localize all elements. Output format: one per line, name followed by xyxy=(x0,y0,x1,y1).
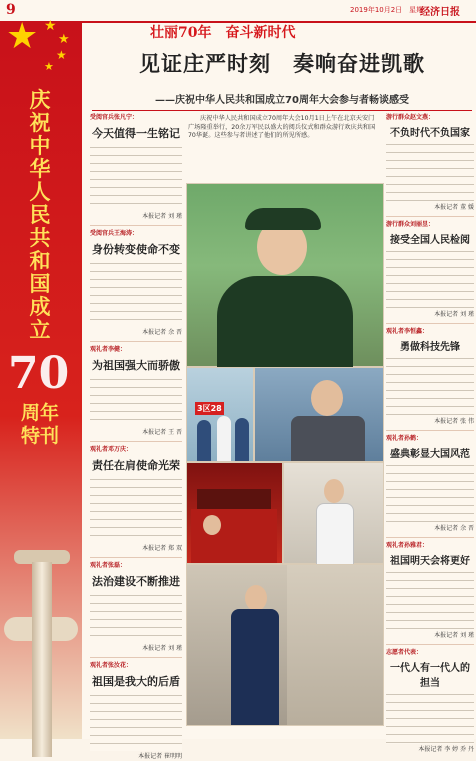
cap-shape xyxy=(245,208,321,230)
person-shape xyxy=(235,418,249,461)
article-body-placeholder xyxy=(386,570,474,630)
article-label: 观礼者张磊： xyxy=(90,562,127,569)
article-body-placeholder xyxy=(386,142,474,202)
face-shape xyxy=(311,380,343,416)
huabiao-pillar-icon xyxy=(32,562,52,757)
uniform-shape xyxy=(231,609,279,725)
article-label: 游行群众赵文燕： xyxy=(386,114,435,121)
sidebar-title: 庆祝中华人民共和国成立 xyxy=(29,87,51,342)
article xyxy=(90,446,182,553)
divider xyxy=(386,323,474,324)
article-body-placeholder xyxy=(90,693,182,751)
article-body-placeholder xyxy=(386,249,474,309)
kicker: 壮丽70年 奋斗新时代 xyxy=(150,25,296,41)
article-body-placeholder xyxy=(90,145,182,211)
divider xyxy=(386,537,474,538)
divider xyxy=(90,341,182,342)
face-shape xyxy=(324,479,344,503)
article-body-placeholder xyxy=(386,692,474,744)
divider xyxy=(90,225,182,226)
article xyxy=(90,230,182,337)
article-label: 游行群众刘丽昱： xyxy=(386,221,435,228)
page-subheadline: ——庆祝中华人民共和国成立70周年大会参与者畅谈感受 xyxy=(155,95,409,106)
article-body-placeholder xyxy=(90,261,182,327)
parade-soldier-photo xyxy=(186,564,384,726)
article-body-placeholder xyxy=(90,593,182,643)
article xyxy=(386,542,474,640)
face-shape xyxy=(203,515,221,535)
article-title: 勇做科技先锋 xyxy=(400,342,460,353)
masthead xyxy=(0,0,476,22)
article xyxy=(90,562,182,653)
left-column xyxy=(90,114,182,760)
article-label: 观礼者张汝花： xyxy=(90,662,133,669)
article-byline: 本报记者 崔明明 xyxy=(138,753,182,760)
headline-rule xyxy=(92,110,472,111)
page-headline: 见证庄严时刻 奏响奋进凯歌 xyxy=(139,51,425,76)
article-title: 祖国明天会将更好 xyxy=(390,556,470,567)
page-number: 9 xyxy=(6,2,16,18)
article-byline: 本报记者 张 伟 xyxy=(434,418,474,425)
sidebar-subtitle: 周年特刊 xyxy=(20,402,59,447)
divider xyxy=(90,557,182,558)
article-label: 观礼者邓万庆： xyxy=(90,446,133,453)
article-label: 受阅官兵张凡宁： xyxy=(90,114,139,121)
suit-shape xyxy=(291,416,365,461)
person-shape xyxy=(316,503,354,565)
article-byline: 本报记者 余 晋 xyxy=(434,525,474,532)
article-byline: 本报记者 刘 瑾 xyxy=(142,645,182,652)
volunteer-photo xyxy=(283,462,384,564)
article-title: 身份转变使命不变 xyxy=(92,243,180,256)
divider xyxy=(386,644,474,645)
article-label: 观礼者孙雅君： xyxy=(386,542,429,549)
article-title: 不负时代不负国家 xyxy=(390,128,470,139)
intro-paragraph: 庆祝中华人民共和国成立70周年大会10月1日上午在北京天安门广场隆重举行，20余万军民以盛大的阅兵仪式和群众游行欢庆共和国70华诞。这些参与者讲述了他们的所见所感。 xyxy=(188,115,376,139)
article-byline: 本报记者 李 婷 乔 丹 xyxy=(418,746,474,753)
article xyxy=(386,328,474,426)
tiananmen-photo xyxy=(186,462,283,564)
article-byline: 本报记者 刘 瑾 xyxy=(434,311,474,318)
gate-wall-shape xyxy=(191,509,277,563)
issue-date: 2019年10月2日 星期三 xyxy=(350,6,431,14)
uniform-shape xyxy=(217,276,353,376)
article xyxy=(386,221,474,319)
article-label: 观礼者李恒鑫： xyxy=(386,328,429,335)
article-byline: 本报记者 董 媛 xyxy=(434,204,474,211)
stand-sign: 3区28 xyxy=(197,404,222,413)
gate-roof-shape xyxy=(197,489,271,509)
article-byline: 本报记者 刘 瑾 xyxy=(142,213,182,220)
article-label: 观礼者李健： xyxy=(90,346,127,353)
special-issue-sidebar: ★ ★ ★ ★ ★ 庆祝中华人民共和国成立 70 周年特刊 xyxy=(0,22,82,739)
article-label: 受阅官兵王海涛： xyxy=(90,230,139,237)
sidebar-number-70: 70 xyxy=(8,348,70,399)
article-body-placeholder xyxy=(90,477,182,543)
divider xyxy=(90,441,182,442)
divider xyxy=(386,216,474,217)
article-title: 法治建设不断推进 xyxy=(92,575,180,588)
face-shape xyxy=(245,585,267,611)
right-column xyxy=(386,114,474,753)
article xyxy=(386,114,474,212)
article-title: 为祖国强大而骄傲 xyxy=(92,359,180,372)
article-byline: 本报记者 王 晋 xyxy=(142,429,182,436)
divider xyxy=(386,430,474,431)
article-label: 观礼者孙鹤： xyxy=(386,435,423,442)
article-body-placeholder xyxy=(90,377,182,427)
article-byline: 本报记者 郑 双 xyxy=(142,545,182,552)
spectators-photo xyxy=(186,367,254,462)
person-shape xyxy=(197,420,211,461)
background-panel xyxy=(287,565,383,725)
article xyxy=(386,649,474,754)
article-body-placeholder xyxy=(386,463,474,523)
article xyxy=(386,435,474,533)
divider xyxy=(90,657,182,658)
paper-logo: 经济日报 xyxy=(420,7,460,18)
article-byline: 本报记者 刘 瑾 xyxy=(434,632,474,639)
article-title: 今天值得一生铭记 xyxy=(92,127,180,140)
article-title: 一代人有一代人的担当 xyxy=(390,663,470,689)
article xyxy=(90,662,182,761)
article-title: 责任在肩使命光荣 xyxy=(92,459,180,472)
observer-portrait-photo xyxy=(254,367,384,462)
article-byline: 本报记者 余 晋 xyxy=(142,329,182,336)
article-body-placeholder xyxy=(386,356,474,416)
guard-of-honor-photo xyxy=(186,183,384,367)
article-title: 接受全国人民检阅 xyxy=(390,235,470,246)
article xyxy=(90,346,182,437)
article-title: 盛典彰显大国风范 xyxy=(390,449,470,460)
article-label: 志愿者代表： xyxy=(386,649,423,656)
article xyxy=(90,114,182,221)
person-shape xyxy=(217,416,231,461)
article-title: 祖国是我大的后盾 xyxy=(92,675,180,688)
